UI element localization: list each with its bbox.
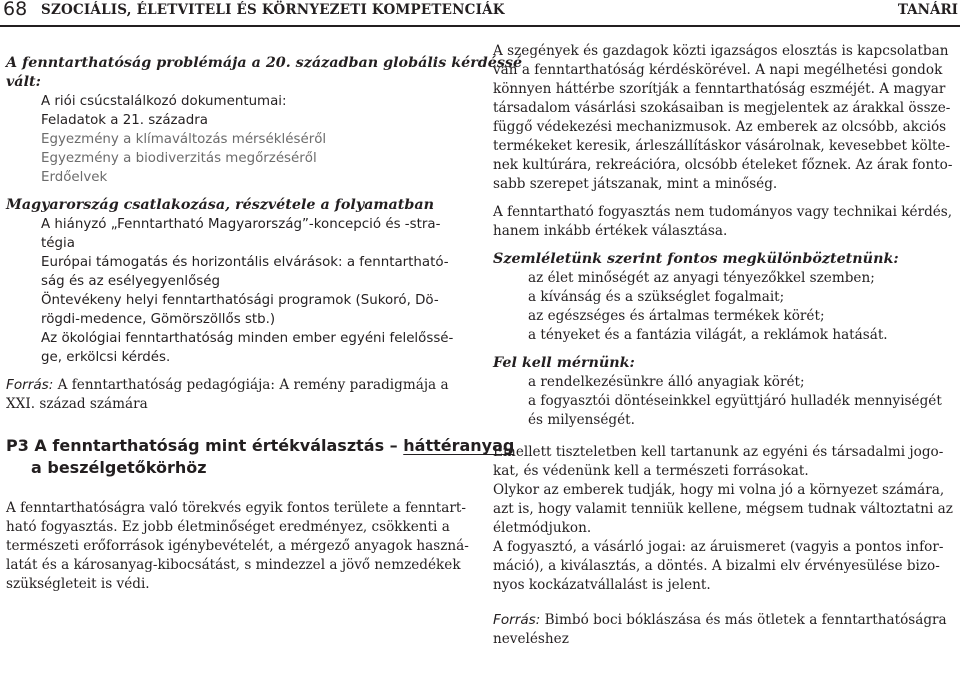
list-item: Egyezmény a klímaváltozás mérsékléséről — [41, 132, 327, 147]
heading-global-issue: A fenntarthatóság problémája a 20. században globális kérdéssé — [6, 55, 523, 71]
list-item: a rendelkezésünkre álló anyagiak körét; — [528, 374, 805, 390]
left-column — [6, 54, 523, 594]
paragraph-line: Olykor az emberek tudják, hogy mi volna jó a környezet számára, — [493, 482, 945, 498]
paragraph-line: máció), a kiválasztás, a döntés. A bizalmi elv érvényesülése bizo- — [493, 558, 940, 574]
paragraph-distribution — [493, 42, 959, 194]
list-item: az élet minőségét az anyagi tényezőkkel szemben; — [528, 270, 875, 286]
paragraph-line: A szegények és gazdagok közti igazságos elosztás is kapcsolatban — [493, 43, 949, 59]
paragraph-line: van a fenntarthatóság kérdéskörével. A napi megélhetési gondok — [493, 62, 943, 78]
source-text-cont: neveléshez — [493, 631, 569, 647]
heading-hungary: Magyarország csatlakozása, részvétele a folyamatban — [6, 197, 435, 213]
p3-underlined: háttéranyag — [403, 436, 515, 455]
list-item: ság és az esélyegyenlőség — [41, 274, 221, 289]
heading-assess: Fel kell mérnünk: — [493, 355, 635, 371]
paragraph-line: nek kultúrára, rekreációra, olcsóbb ételeket főznek. Az árak fonto- — [493, 157, 953, 173]
header-rule — [0, 25, 960, 27]
list-item: az egészséges és ártalmas termékek körét; — [528, 308, 825, 324]
p3-title: P3 A fenntarthatóság mint értékválasztás – — [6, 436, 398, 455]
paragraph-values — [493, 203, 959, 241]
source-citation — [6, 376, 470, 395]
list-item: Európai támogatás és horizontális elvárások: a fenntartható- — [41, 255, 449, 270]
source-citation — [493, 611, 959, 630]
p3-title-cont: a beszélgetőkörhöz — [31, 458, 207, 477]
heading-global-issue-cont: vált: — [6, 74, 41, 90]
page-number: 68 — [3, 0, 28, 20]
list-item: Öntevékeny helyi fenntarthatósági programok (Sukoró, Dö- — [41, 293, 439, 308]
list-item: a fogyasztói döntéseinkkel együttjáró hulladék mennyiségét — [528, 393, 942, 409]
paragraph-line: szükségleteit is védi. — [6, 576, 150, 592]
assess-list — [493, 373, 959, 430]
hungary-list — [6, 215, 470, 367]
paragraph-line: A fenntartható fogyasztás nem tudományos vagy technikai kérdés, — [493, 204, 953, 220]
list-item: Az ökológiai fenntarthatóság minden ember egyéni felelőssé- — [41, 331, 454, 346]
list-item: ge, erkölcsi kérdés. — [41, 350, 171, 365]
paragraph-line: társadalom vásárlási szokásaiban is megjelentek az árakkal össze- — [493, 100, 951, 116]
paragraph-line: természeti erőforrások igénybevételét, a mérgező anyagok haszná- — [6, 538, 469, 554]
paragraph-rights — [493, 443, 959, 595]
paragraph-line: nyos kockázatvállalást is jelent. — [493, 577, 711, 593]
paragraph-line: könnyen háttérbe szorítják a fenntarthatóság eszméjét. A magyar — [493, 81, 946, 97]
running-title: SZOCIÁLIS, ÉLETVITELI ÉS KÖRNYEZETI KOMPETENCIÁK — [41, 2, 505, 18]
source-text: A fenntarthatóság pedagógiája: A remény paradigmája a — [57, 377, 449, 393]
paragraph-line: Emellett tiszteletben kell tartanunk az egyéni és társadalmi jogo- — [493, 444, 944, 460]
section-heading-p3 — [6, 435, 515, 457]
list-item: rögdi-medence, Gömörszöllős stb.) — [41, 312, 276, 327]
list-item: és milyenségét. — [528, 412, 635, 428]
list-item: Feladatok a 21. századra — [41, 113, 208, 128]
list-item: Erdőelvek — [41, 170, 108, 185]
right-column — [493, 42, 959, 649]
paragraph-line: ható fogyasztás. Ez jobb életminőséget eredményez, csökkenti a — [6, 519, 450, 535]
paragraph-line: A fogyasztó, a vásárló jogai: az áruismeret (vagyis a pontos infor- — [493, 539, 944, 555]
paragraph-line: termékeket keresik, árleszállításkor vásárolnak, kevesebbet költe- — [493, 138, 951, 154]
running-section: TANÁRI — [897, 2, 958, 18]
list-item: a tényeket és a fantázia világát, a reklámok hatását. — [528, 327, 888, 343]
distinguish-list — [493, 269, 959, 345]
source-label: Forrás: — [493, 612, 541, 628]
source-text-cont: XXI. század számára — [6, 396, 148, 412]
paragraph-line: hanem inkább értékek választása. — [493, 223, 728, 239]
list-item: A hiányzó „Fenntartható Magyarország”-koncepció és -stra- — [41, 217, 441, 232]
rio-list — [6, 92, 470, 187]
list-item: tégia — [41, 236, 75, 251]
paragraph-line: életmódjukon. — [493, 520, 592, 536]
page-header — [0, 0, 960, 30]
paragraph-line: A fenntarthatóságra való törekvés egyik fontos területe a fenntart- — [6, 500, 466, 516]
paragraph-line: függő védekezési mechanizmusok. Az emberek az olcsóbb, akciós — [493, 119, 947, 135]
list-item: Egyezmény a biodiverzitás megőrzéséről — [41, 151, 317, 166]
source-label: Forrás: — [6, 377, 54, 393]
source-text: Bimbó boci bóklászása és más ötletek a fenntarthatóságra — [544, 612, 947, 628]
list-item: a kívánság és a szükséglet fogalmait; — [528, 289, 785, 305]
heading-distinguish: Szemléletünk szerint fontos megkülönböztetnünk: — [493, 251, 899, 267]
paragraph-line: sabb szerepet játszanak, mint a minőség. — [493, 176, 778, 192]
list-item: A riói csúcstalálkozó dokumentumai: — [41, 94, 287, 109]
body-paragraph — [6, 499, 470, 594]
paragraph-line: latát és a károsanyag-kibocsátást, s mindezzel a jövő nemzedékek — [6, 557, 461, 573]
paragraph-line: azt is, hogy valamit tenniük kellene, mégsem tudnak változtatni az — [493, 501, 953, 517]
paragraph-line: kat, és védenünk kell a természeti forrásokat. — [493, 463, 809, 479]
